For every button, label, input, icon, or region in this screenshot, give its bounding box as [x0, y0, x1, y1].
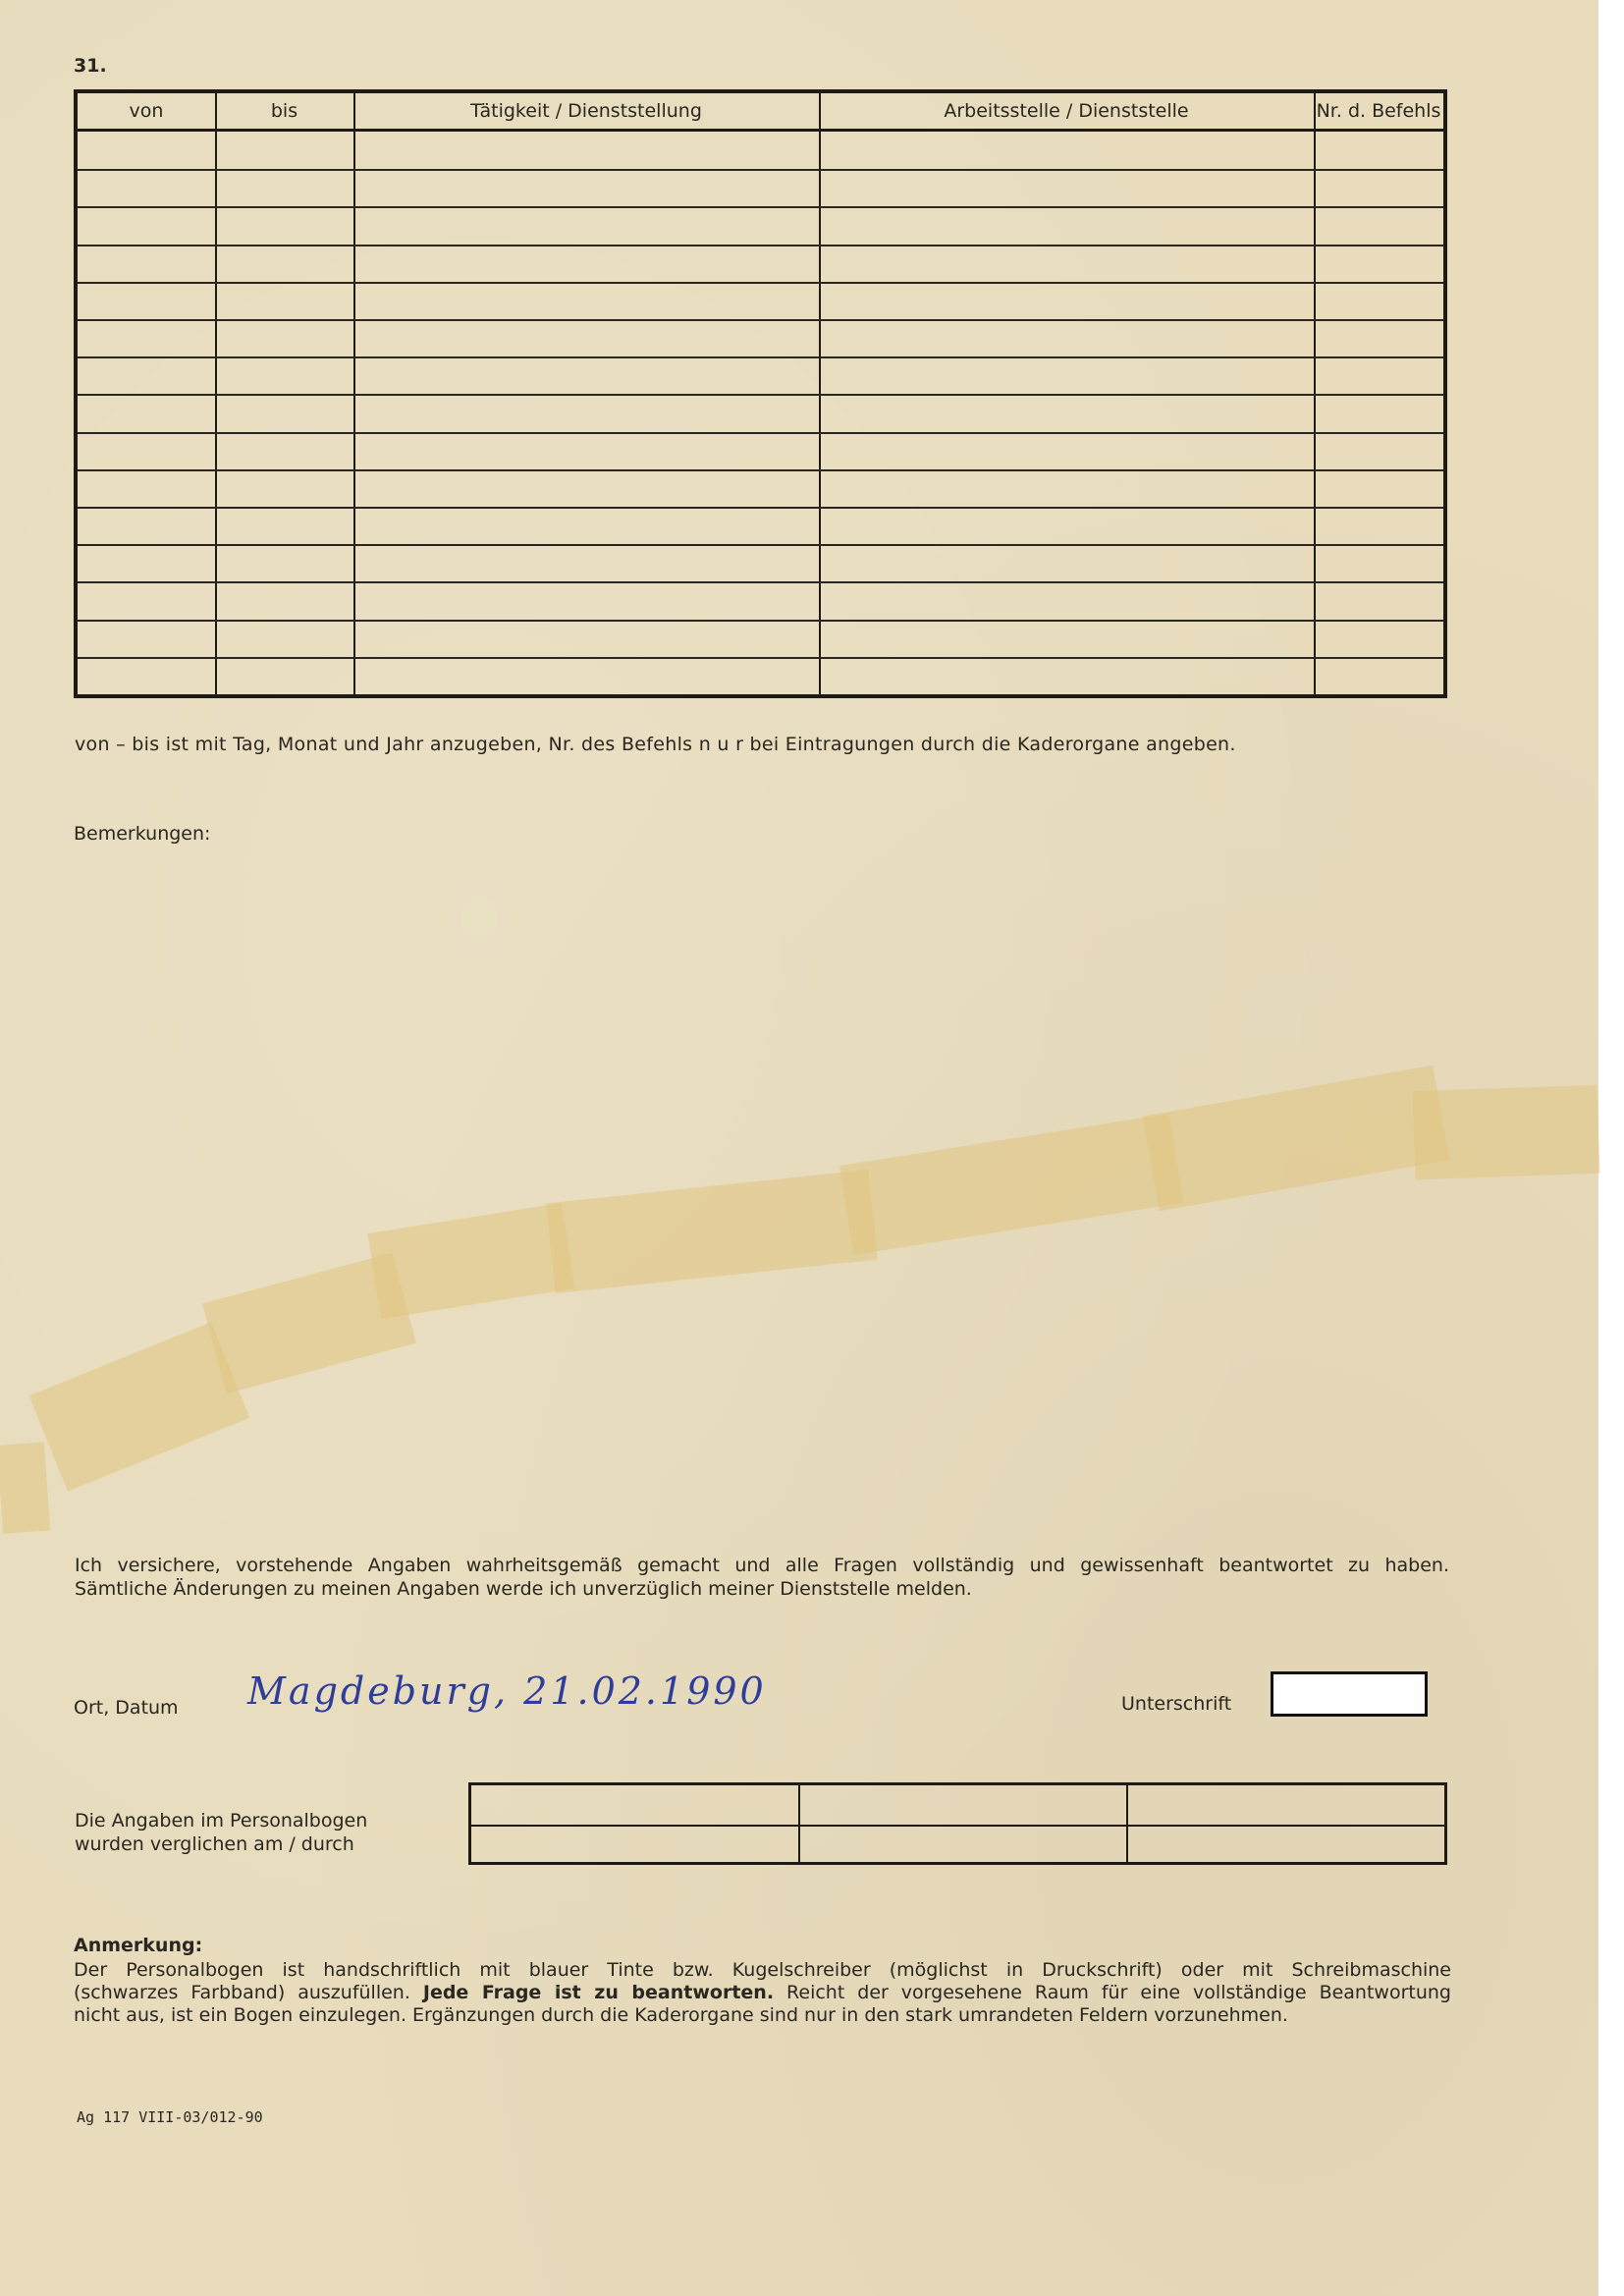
question-number: 31.: [74, 55, 107, 77]
table-row-divider: [78, 507, 1443, 509]
table-row-divider: [78, 544, 1443, 546]
place-date-label: Ort, Datum: [74, 1697, 179, 1719]
column-header-bis: bis: [270, 100, 298, 122]
column-header-befehl: Nr. d. Befehls: [1316, 100, 1441, 122]
table-row-divider: [78, 469, 1443, 471]
table-row-divider: [78, 581, 1443, 583]
comparison-table: [468, 1782, 1447, 1865]
signature-redaction-box: [1271, 1671, 1428, 1717]
employment-history-table: [74, 89, 1447, 698]
declaration-text: Ich versichere, vorstehende Angaben wahrheitsgemäß gemacht und alle Fragen vollständig und gewissenhaft beantwortet zu haben. Sämtliche Änderungen zu meinen Angaben werde ich unverzüglich meiner Dienststelle melden.: [75, 1555, 1449, 1600]
column-header-taetigkeit: Tätigkeit / Dienststellung: [470, 100, 702, 122]
table-row-divider: [78, 319, 1443, 321]
signature-label: Unterschrift: [1121, 1693, 1232, 1715]
comparison-label: Die Angaben im Personalbogen wurden verglichen am / durch: [75, 1810, 368, 1855]
remark-body: Der Personalbogen ist handschriftlich mit blauer Tinte bzw. Kugelschreiber (möglichst in Druckschrift) oder mit Schreibmaschine (schwarzes Farbband) auszufüllen. Jede Frage ist zu beantworten. Reicht der vorgesehene Raum für eine vollständige Beantwortung nicht aus, ist ein Bogen einzulegen. Ergänzungen durch die Kaderorgane sind nur in den stark umrandeten Feldern vorzunehmen.: [74, 1959, 1451, 2026]
form-code: Ag 117 VIII-03/012-90: [77, 2108, 263, 2126]
remarks-label: Bemerkungen:: [74, 823, 211, 845]
remark-title: Anmerkung:: [74, 1935, 203, 1956]
place-date-handwritten-value: Magdeburg, 21.02.1990: [247, 1669, 767, 1713]
column-header-von: von: [129, 100, 164, 122]
table-row-divider: [78, 169, 1443, 171]
table-row-divider: [78, 206, 1443, 208]
table-footnote: von – bis ist mit Tag, Monat und Jahr anzugeben, Nr. des Befehls n u r bei Eintragungen durch die Kaderorgane angeben.: [75, 734, 1236, 755]
table-row-divider: [78, 245, 1443, 246]
table-row-divider: [78, 356, 1443, 358]
column-header-arbeitsstelle: Arbeitsstelle / Dienststelle: [944, 100, 1189, 122]
table-row-divider: [78, 394, 1443, 396]
table-header-row: [78, 93, 1443, 132]
table-row-divider: [78, 620, 1443, 622]
table-row-divider: [78, 282, 1443, 284]
table-row-divider: [78, 657, 1443, 659]
table-row-divider: [78, 432, 1443, 434]
